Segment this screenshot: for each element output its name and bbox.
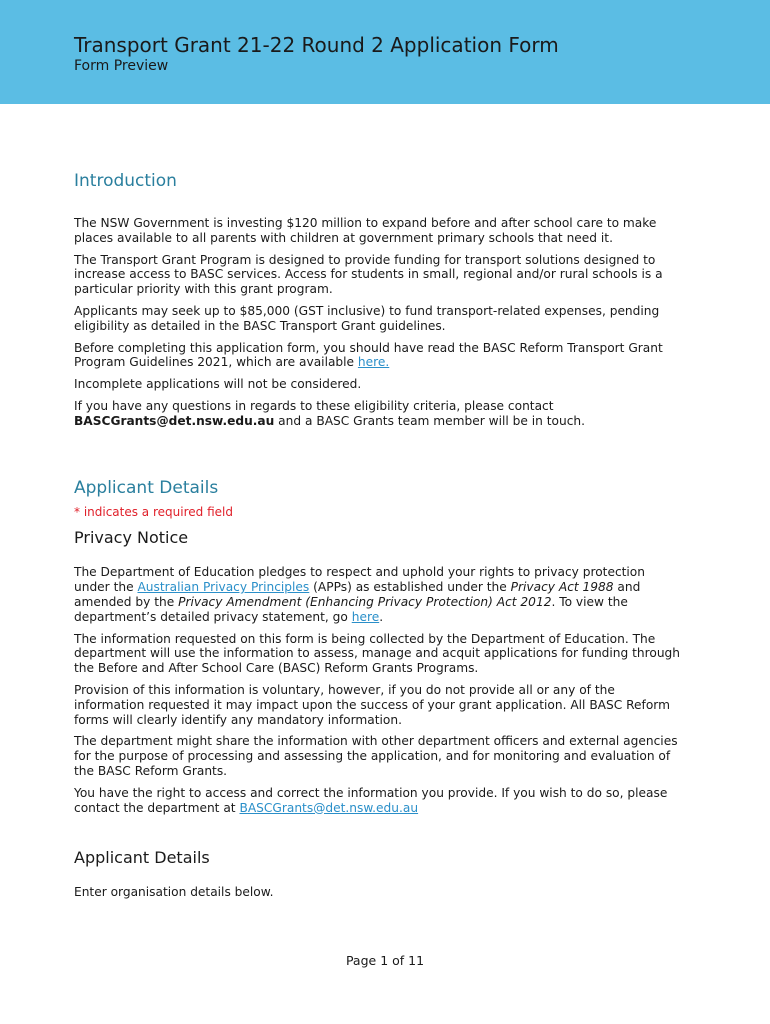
organisation-details-instruction: Enter organisation details below. [74, 885, 274, 900]
privacy-notice-heading: Privacy Notice [74, 528, 189, 548]
intro-paragraph-4 [74, 341, 684, 371]
form-content [74, 170, 684, 907]
intro-paragraph-6-text-end: and a BASC Grants team member will be in touch. [274, 413, 586, 428]
guidelines-link[interactable]: here. [357, 355, 390, 370]
privacy-p1-text-c: and amended by the [74, 580, 641, 609]
privacy-p1-text-a: The Department of Education pledges to respect and uphold your rights to privacy protection under the [74, 565, 645, 595]
applicant-details-heading: Applicant Details [74, 848, 210, 868]
privacy-paragraph-2: The information requested on this form is being collected by the Department of Education. The department will use the information to assess, manage and acquit applications for funding through the Before and After School Care (BASC) Reform Grants Programs. [74, 631, 681, 676]
privacy-statement-link[interactable]: here [351, 609, 380, 624]
contact-email: BASCGrants@det.nsw.edu.au [74, 413, 275, 428]
privacy-p1-text-e: . [379, 609, 384, 624]
intro-paragraph-6 [74, 399, 684, 429]
privacy-paragraph-3: Provision of this information is voluntary, however, if you do not provide all or any of the information requested it may impact upon the success of your grant application. All BASC Reform forms will clearly identify any mandatory information. [74, 682, 670, 727]
applicant-details-section-heading: Applicant Details [74, 477, 219, 498]
form-subtitle: Form Preview [74, 58, 169, 74]
privacy-p1-text-b: (APPs) as established under the [309, 580, 511, 595]
introduction-heading: Introduction [74, 171, 177, 191]
intro-paragraph-2: The Transport Grant Program is designed to provide funding for transport solutions designed to increase access to BASC services. Access for students in small, regional and/or rural schools is a particular priority with this grant program. [74, 252, 663, 297]
intro-paragraph-1: The NSW Government is investing $120 million to expand before and after school care to make places available to all parents with children at government primary schools that need it. [74, 216, 657, 245]
intro-paragraph-3: Applicants may seek up to $85,000 (GST inclusive) to fund transport-related expenses, pending eligibility as detailed in the BASC Transport Grant guidelines. [74, 303, 660, 333]
intro-paragraph-4-text: Before completing this application form, you should have read the BASC Reform Transport Grant Program Guidelines 2021, which are available [74, 340, 663, 370]
page-number: Page 1 of 11 [345, 953, 425, 968]
privacy-paragraph-4: The department might share the information with other department officers and external agencies for the purpose of processing and assessing the application, and for monitoring and evaluation of the BASC Reform Grants. [74, 734, 678, 778]
privacy-amendment-act-title: Privacy Amendment (Enhancing Privacy Protection) Act 2012 [178, 594, 552, 609]
intro-paragraph-5: Incomplete applications will not be considered. [74, 377, 362, 392]
contact-email-link[interactable]: BASCGrants@det.nsw.edu.au [239, 800, 419, 815]
privacy-p5-text: You have the right to access and correct the information you provide. If you wish to do so, please contact the department at [74, 785, 668, 815]
required-field-note: * indicates a required field [74, 504, 233, 519]
intro-paragraph-6-text: If you have any questions in regards to these eligibility criteria, please contact [74, 398, 554, 413]
privacy-act-title: Privacy Act 1988 [510, 580, 614, 595]
privacy-paragraph-5 [74, 786, 684, 816]
privacy-paragraph-1 [74, 565, 684, 624]
form-header [0, 0, 770, 104]
form-title: Transport Grant 21-22 Round 2 Application Form [74, 33, 559, 57]
australian-privacy-principles-link[interactable]: Australian Privacy Principles [137, 580, 310, 595]
privacy-p1-text-d: . To view the department’s detailed privacy statement, go [74, 594, 628, 624]
